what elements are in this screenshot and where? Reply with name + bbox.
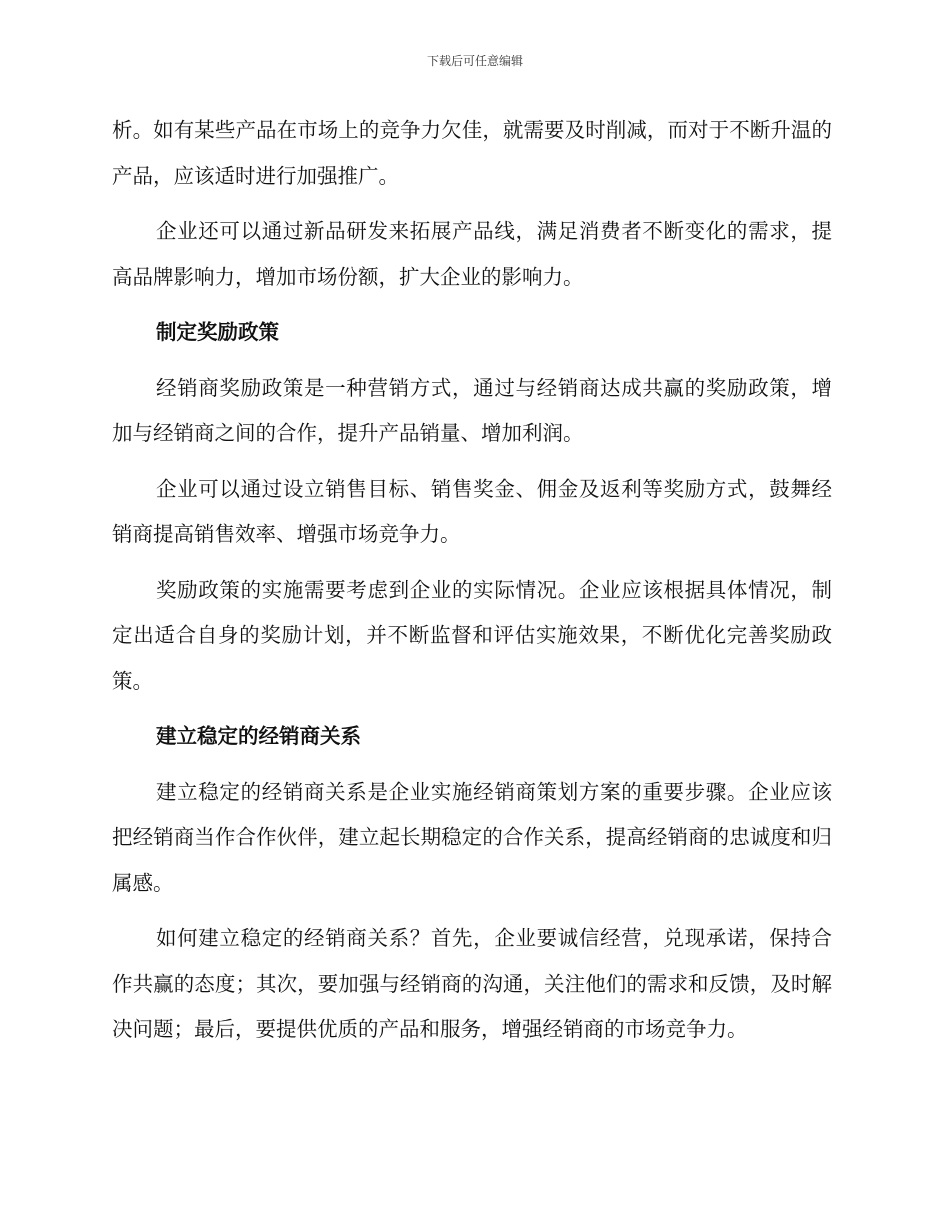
- paragraph-new-product: 企业还可以通过新品研发来拓展产品线，满足消费者不断变化的需求，提高品牌影响力，增加市场份额，扩大企业的影响力。: [112, 219, 832, 289]
- paragraph-relationship-intro: 建立稳定的经销商关系是企业实施经销商策划方案的重要步骤。企业应该把经销商当作合作伙伴，建立起长期稳定的合作关系，提高经销商的忠诚度和归属感。: [112, 779, 832, 895]
- document-body: [112, 108, 832, 1063]
- section-heading-incentive-policy: 制定奖励政策: [156, 320, 279, 344]
- paragraph-incentive-intro: 经销商奖励政策是一种营销方式，通过与经销商达成共赢的奖励政策，增加与经销商之间的合作，提升产品销量、增加利润。: [112, 375, 832, 445]
- paragraph-relationship-how: 如何建立稳定的经销商关系？首先，企业要诚信经营，兑现承诺，保持合作共赢的态度；其次，要加强与经销商的沟通，关注他们的需求和反馈，及时解决问题；最后，要提供优质的产品和服务，增强经销商的市场竞争力。: [112, 926, 832, 1041]
- paragraph-continuation: 析。如有某些产品在市场上的竞争力欠佳，就需要及时削减，而对于不断升温的产品，应该适时进行加强推广。: [112, 118, 832, 188]
- page-header: 下载后可任意编辑: [426, 54, 523, 68]
- paragraph-incentive-implementation: 奖励政策的实施需要考虑到企业的实际情况。企业应该根据具体情况，制定出适合自身的奖励计划，并不断监督和评估实施效果，不断优化完善奖励政策。: [112, 577, 832, 693]
- section-heading-dealer-relationship: 建立稳定的经销商关系: [156, 724, 361, 748]
- paragraph-incentive-methods: 企业可以通过设立销售目标、销售奖金、佣金及返利等奖励方式，鼓舞经销商提高销售效率、增强市场竞争力。: [112, 476, 832, 546]
